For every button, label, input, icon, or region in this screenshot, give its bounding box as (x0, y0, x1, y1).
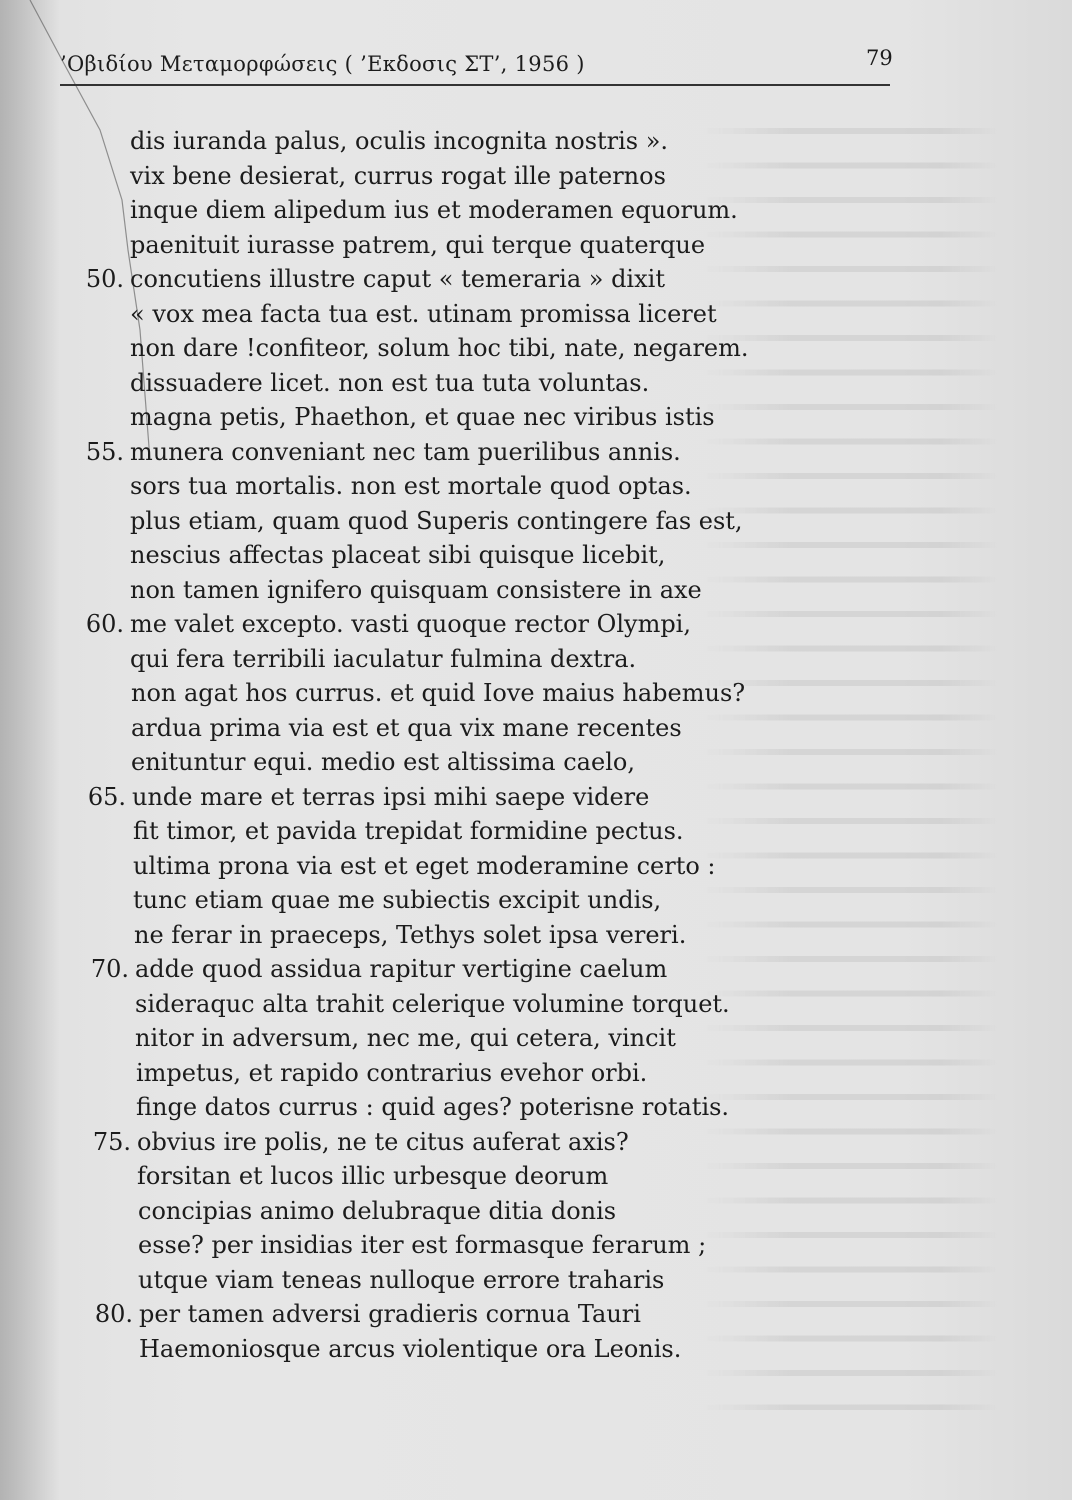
verse-line (75, 849, 912, 884)
verse-text: qui fera terribili iaculatur fulmina dextra. (130, 644, 637, 673)
verse-text: ardua prima via est et qua vix mane recentes (131, 713, 682, 742)
verse-text: paenituit iurasse patrem, qui terque quaterque (130, 230, 706, 259)
verse-line (72, 469, 912, 504)
verse-text: finge datos currus : quid ages? poterisne rotatis. (136, 1093, 730, 1121)
verse-text: « vox mea facta tua est. utinam promissa liceret (130, 299, 717, 328)
verse-text: Haemoniosque arcus violentique ora Leonis. (139, 1334, 682, 1363)
verse-line (72, 538, 912, 573)
verse-line (80, 1228, 912, 1263)
verse-text: magna petis, Phaethon, et quae nec viribus istis (130, 403, 715, 431)
verse-line (72, 193, 912, 228)
verse-line (78, 1056, 912, 1091)
verse-line (72, 262, 912, 297)
verse-line (72, 159, 912, 194)
verse-line (72, 642, 912, 677)
verse-text: vix bene desierat, currus rogat ille paternos (130, 161, 666, 190)
verse-text: adde quod assidua rapitur vertigine caelum (135, 955, 668, 983)
verse-line (72, 228, 912, 263)
verse-text: concipias animo delubraque ditia donis (138, 1196, 617, 1225)
verse-line (72, 124, 912, 159)
verse-line (77, 1021, 912, 1056)
verse-number: 50. (85, 265, 124, 293)
verse-text: sors tua mortalis. non est mortale quod optas. (130, 472, 692, 500)
verse-line (72, 297, 912, 332)
verse-text: ne ferar in praeceps, Tethys solet ipsa vereri. (134, 920, 687, 949)
verse-line (77, 952, 912, 987)
verse-line (72, 504, 912, 539)
verse-text: utque viam teneas nulloque errore traharis (138, 1265, 665, 1294)
verse-text: non agat hos currus. et quid Iove maius habemus? (131, 679, 746, 707)
verse-text: obvius ire polis, ne te citus auferat axis? (137, 1127, 629, 1156)
verse-text: ultima prona via est et eget moderamine certo : (133, 851, 716, 880)
verse-text: enituntur equi. medio est altissima caelo, (131, 748, 635, 776)
verse-list (72, 124, 912, 1366)
verse-text: concutiens illustre caput « temeraria » dixit (130, 265, 665, 293)
verse-line (72, 366, 912, 401)
verse-text: per tamen adversi gradieris cornua Tauri (139, 1300, 641, 1328)
verse-text: nescius affectas placeat sibi quisque licebit, (130, 541, 666, 569)
verse-text: me valet excepto. vasti quoque rector Olympi, (130, 610, 691, 638)
verse-line (73, 745, 912, 780)
verse-line (72, 400, 912, 435)
verse-line (72, 435, 912, 470)
verse-line (73, 676, 912, 711)
verse-text: dissuadere licet. non est tua tuta voluntas. (130, 368, 650, 397)
verse-text: munera conveniant nec tam puerilibus annis. (130, 437, 681, 466)
verse-text: inque diem alipedum ius et moderamen equorum. (130, 196, 738, 224)
verse-line (72, 331, 912, 366)
verse-line (72, 607, 912, 642)
page-number: 79 (866, 46, 893, 70)
verse-number: 55. (85, 437, 124, 466)
verse-line (75, 883, 912, 918)
verse-number: 60. (85, 610, 124, 638)
verse-line (80, 1263, 912, 1298)
verse-text: fit timor, et pavida trepidat formidine pectus. (133, 817, 684, 845)
verse-text: plus etiam, quam quod Superis contingere fas est, (130, 506, 743, 535)
verse-number: 80. (94, 1300, 133, 1328)
verse-line (79, 1125, 912, 1160)
verse-text: non dare !confiteor, solum hoc tibi, nate, negarem. (130, 334, 749, 362)
verse-number: 65. (87, 782, 126, 811)
verse-line (72, 573, 912, 608)
verse-line (78, 1090, 912, 1125)
verse-text: non tamen ignifero quisquam consistere in axe (130, 575, 702, 604)
verse-line (77, 987, 912, 1022)
verse-line (73, 711, 912, 746)
verse-text: esse? per insidias iter est formasque ferarum ; (138, 1231, 707, 1259)
verse-text: impetus, et rapido contrarius evehor orbi. (136, 1058, 648, 1087)
verse-text: dis iuranda palus, oculis incognita nostris ». (130, 127, 669, 155)
verse-line (81, 1332, 912, 1367)
verse-line (76, 918, 912, 953)
verse-line (79, 1159, 912, 1194)
verse-line (80, 1194, 912, 1229)
verse-text: tunc etiam quae me subiectis excipit undis, (133, 886, 662, 914)
verse-number: 70. (90, 955, 129, 983)
verse-text: unde mare et terras ipsi mihi saepe videre (132, 782, 650, 811)
running-title: ’Οβιδίου Μεταμορφώσεις ( ’Εκδοσις ΣΤ’, 1956 ) (60, 52, 585, 76)
verse-text: sideraquc alta trahit celerique volumine torquet. (135, 989, 730, 1018)
verse-line (74, 780, 912, 815)
verse-text: forsitan et lucos illic urbesque deorum (137, 1162, 609, 1190)
verse-line (75, 814, 912, 849)
verse-line (81, 1297, 912, 1332)
header-rule (60, 84, 890, 86)
verse-number: 75. (92, 1127, 131, 1156)
verse-text: nitor in adversum, nec me, qui cetera, vincit (135, 1024, 676, 1052)
